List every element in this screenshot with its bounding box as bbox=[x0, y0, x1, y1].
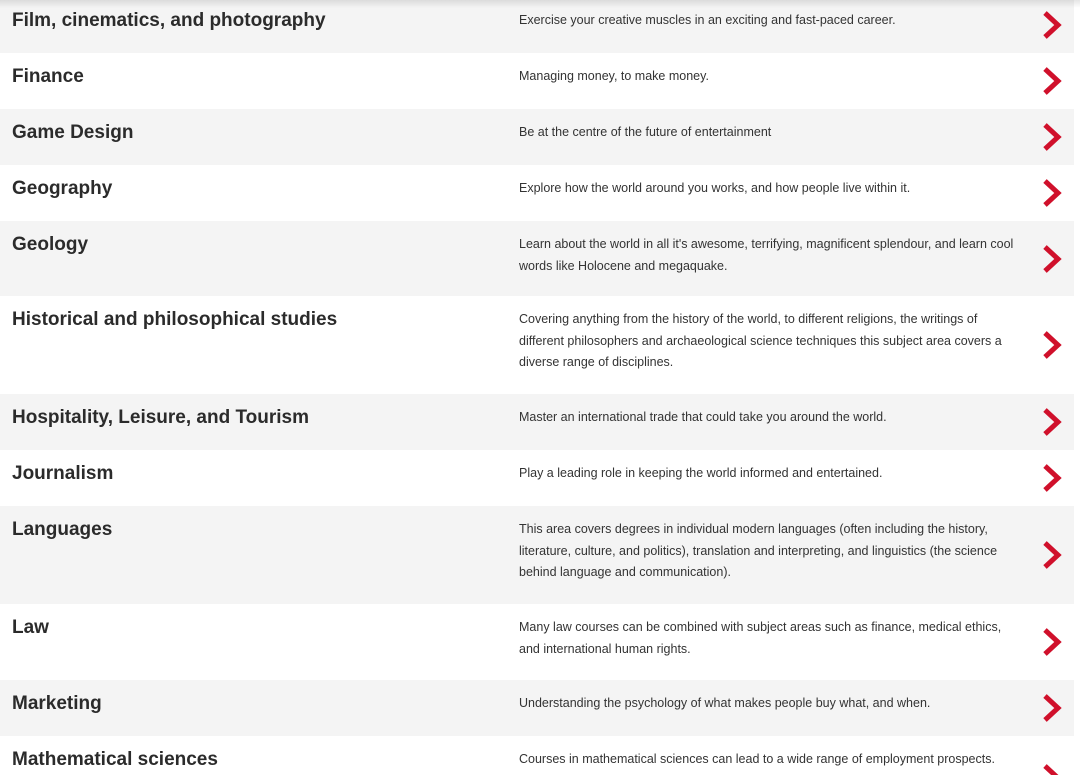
subject-description: Explore how the world around you works, and how people live within it. bbox=[519, 181, 911, 195]
subject-description: Managing money, to make money. bbox=[519, 69, 709, 83]
subject-row-languages[interactable] bbox=[0, 506, 1074, 604]
subject-description: Exercise your creative muscles in an exciting and fast-paced career. bbox=[519, 13, 896, 27]
subject-title: Mathematical sciences bbox=[12, 749, 218, 770]
chevron-right-icon[interactable] bbox=[1040, 329, 1064, 361]
chevron-right-icon[interactable] bbox=[1040, 462, 1064, 494]
subject-description: Learn about the world in all it's awesome, terrifying, magnificent splendour, and learn cool words like Holocene and megaquake. bbox=[519, 237, 1014, 273]
subject-description: Be at the centre of the future of entertainment bbox=[519, 125, 772, 139]
subject-title: Law bbox=[12, 617, 49, 638]
subject-row-law[interactable] bbox=[0, 604, 1074, 680]
chevron-right-icon[interactable] bbox=[1040, 121, 1064, 153]
subject-row-geography[interactable] bbox=[0, 165, 1074, 221]
chevron-right-icon[interactable] bbox=[1040, 243, 1064, 275]
chevron-right-icon[interactable] bbox=[1040, 626, 1064, 658]
subject-title: Geology bbox=[12, 234, 89, 255]
subject-description: Courses in mathematical sciences can lead to a wide range of employment prospects. bbox=[519, 752, 995, 766]
subject-row-geology[interactable] bbox=[0, 221, 1074, 296]
subject-title: Finance bbox=[12, 66, 84, 87]
subject-description: This area covers degrees in individual modern languages (often including the history, literature, culture, and politics), translation and interpreting, and linguistics (the science behind language and communication). bbox=[519, 522, 998, 579]
chevron-right-icon[interactable] bbox=[1040, 9, 1064, 41]
subject-title: Marketing bbox=[12, 693, 102, 714]
subject-description: Many law courses can be combined with subject areas such as finance, medical ethics, and international human rights. bbox=[519, 620, 1002, 656]
subject-description: Master an international trade that could take you around the world. bbox=[519, 410, 887, 424]
subject-title: Historical and philosophical studies bbox=[12, 309, 338, 330]
subject-row-mathematical-sciences[interactable] bbox=[0, 736, 1074, 775]
subject-row-marketing[interactable] bbox=[0, 680, 1074, 736]
chevron-right-icon[interactable] bbox=[1040, 177, 1064, 209]
subject-title: Film, cinematics, and photography bbox=[12, 10, 326, 31]
subject-title: Geography bbox=[12, 178, 113, 199]
subject-title: Journalism bbox=[12, 463, 114, 484]
chevron-right-icon[interactable] bbox=[1040, 762, 1064, 775]
subject-title: Game Design bbox=[12, 122, 134, 143]
chevron-right-icon[interactable] bbox=[1040, 539, 1064, 571]
chevron-right-icon[interactable] bbox=[1040, 406, 1064, 438]
subject-title: Hospitality, Leisure, and Tourism bbox=[12, 407, 310, 428]
subject-row-journalism[interactable] bbox=[0, 450, 1074, 506]
subject-title: Languages bbox=[12, 519, 113, 540]
chevron-right-icon[interactable] bbox=[1040, 692, 1064, 724]
subject-row-film[interactable] bbox=[0, 0, 1074, 53]
subject-description: Play a leading role in keeping the world informed and entertained. bbox=[519, 466, 883, 480]
chevron-right-icon[interactable] bbox=[1040, 65, 1064, 97]
subject-description: Covering anything from the history of the world, to different religions, the writings of different philosophers and archaeological science techniques this subject area covers a diverse range of disciplines. bbox=[519, 312, 1002, 369]
subject-row-finance[interactable] bbox=[0, 53, 1074, 109]
subject-row-hospitality[interactable] bbox=[0, 394, 1074, 450]
subject-description: Understanding the psychology of what makes people buy what, and when. bbox=[519, 696, 931, 710]
subject-row-game-design[interactable] bbox=[0, 109, 1074, 165]
subject-row-historical-philosophical[interactable] bbox=[0, 296, 1074, 394]
